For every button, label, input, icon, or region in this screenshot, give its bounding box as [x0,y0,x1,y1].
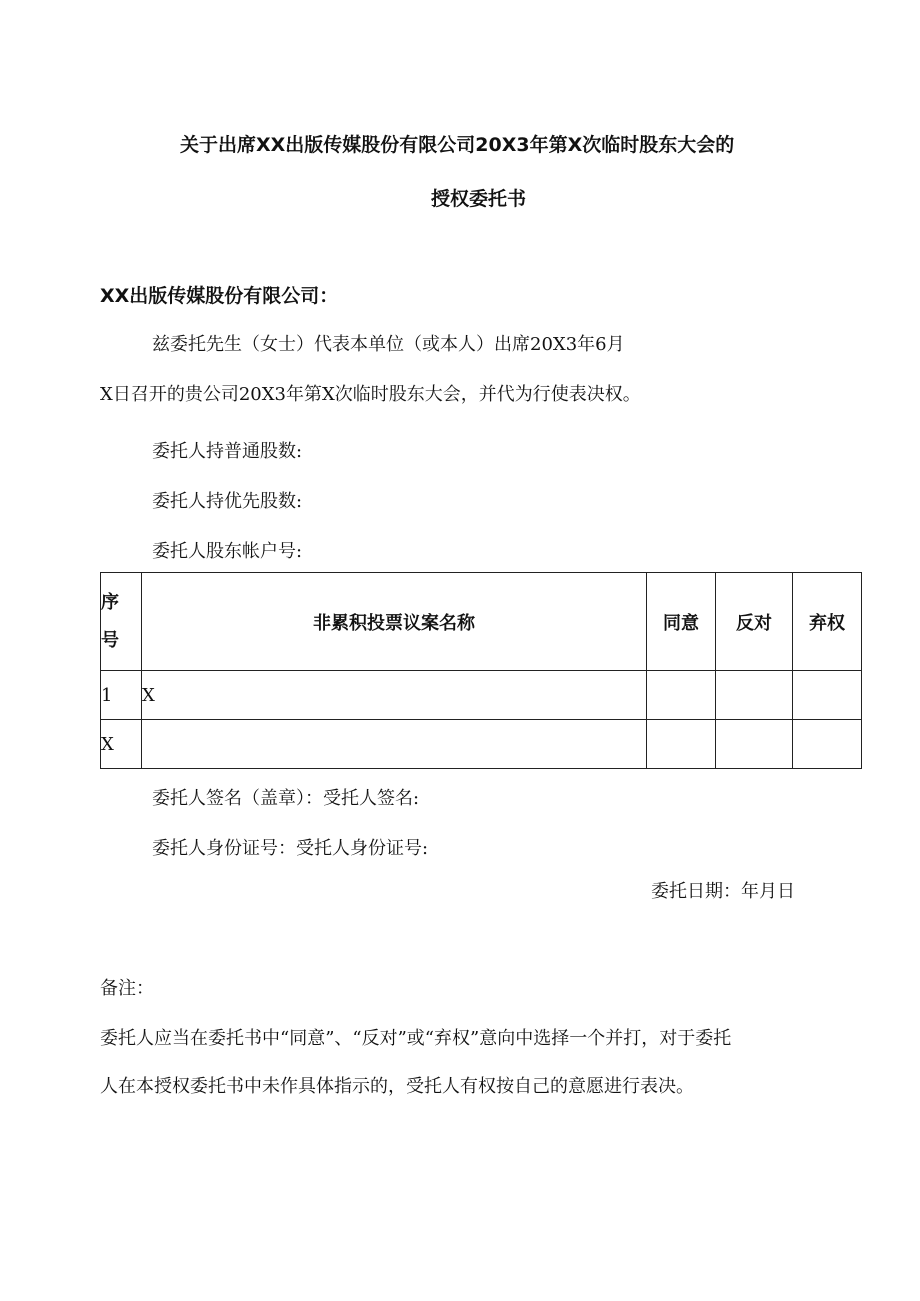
notes-line1: 委托人应当在委托书中“同意”、“反对”或“弃权”意向中选择一个并打，对于委托 [100,1028,732,1049]
notes-label: 备注： [100,978,154,999]
row-seq: X [101,720,142,769]
row-abstain-cell[interactable] [793,671,862,720]
table-row [101,720,862,769]
signature-line: 委托人签名（盖章）：受托人签名: [152,788,420,809]
id-number-line: 委托人身份证号：受托人身份证号: [152,838,429,859]
row-agree-cell[interactable] [647,720,716,769]
row-proposal-name [142,720,647,769]
table-header-row [101,573,862,671]
table-row [101,671,862,720]
paragraph1-line2: X日召开的贵公司20X3年第X次临时股东大会，并代为行使表决权。 [100,384,641,405]
header-against: 反对 [716,573,793,671]
document-title-line2: 授权委托书 [431,188,527,210]
document-title-line1: 关于出席XX出版传媒股份有限公司20X3年第X次临时股东大会的 [180,134,735,156]
voting-table [100,572,862,769]
header-seq-line1: 序 [101,591,119,613]
preferred-shares-label: 委托人持优先股数: [152,491,303,512]
header-agree: 同意 [647,573,716,671]
row-against-cell[interactable] [716,720,793,769]
header-abstain: 弃权 [793,573,862,671]
header-seq [101,573,142,671]
row-proposal-name: X [142,671,647,720]
account-number-label: 委托人股东帐户号: [152,541,303,562]
paragraph1-line1: 兹委托先生（女士）代表本单位（或本人）出席20X3年6月 [152,334,625,355]
row-agree-cell[interactable] [647,671,716,720]
notes-line2: 人在本授权委托书中未作具体指示的，受托人有权按自己的意愿进行表决。 [100,1076,694,1097]
commission-date-line: 委托日期：年月日 [651,881,795,902]
header-seq-line2: 号 [101,629,119,651]
common-shares-label: 委托人持普通股数: [152,441,303,462]
header-proposal-name: 非累积投票议案名称 [142,573,647,671]
addressee: XX出版传媒股份有限公司： [100,285,339,307]
row-seq: 1 [101,671,142,720]
row-abstain-cell[interactable] [793,720,862,769]
row-against-cell[interactable] [716,671,793,720]
